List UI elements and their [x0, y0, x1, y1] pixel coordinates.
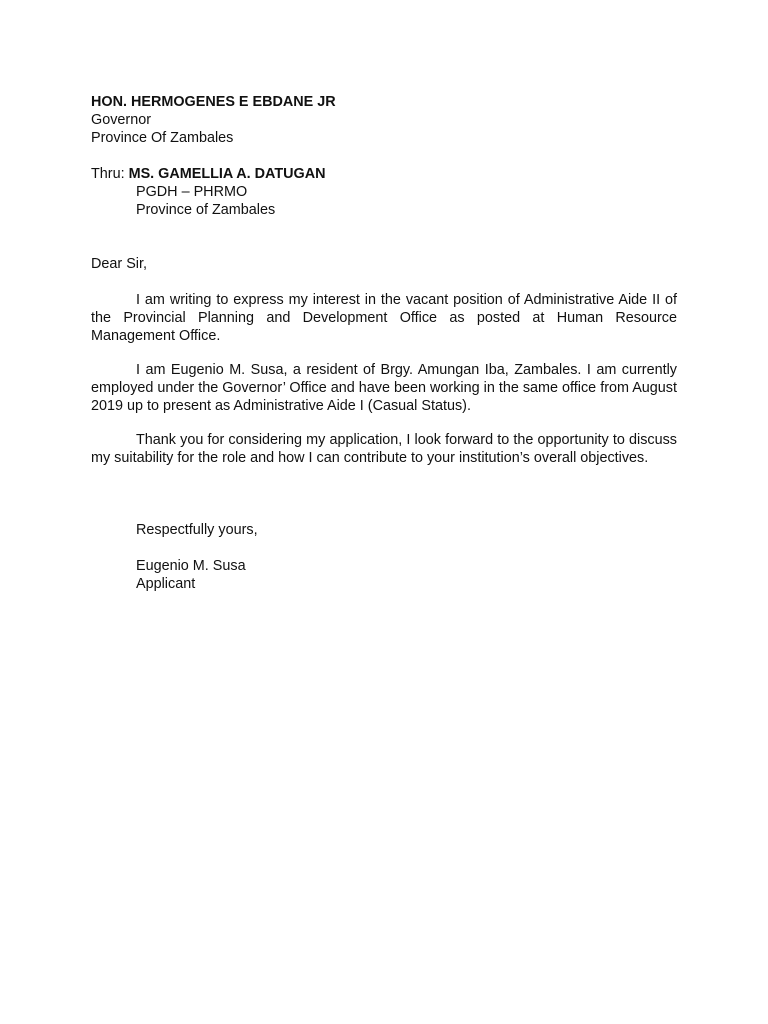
thru-office: Province of Zambales: [136, 202, 276, 218]
salutation: Dear Sir,: [91, 256, 147, 272]
thru-prefix: Thru:: [91, 166, 129, 182]
signatory-role: Applicant: [136, 576, 196, 592]
letter-body: [91, 93, 677, 593]
closing-block: [91, 521, 677, 593]
thru-title: PGDH – PHRMO: [136, 184, 248, 200]
thru-line: [91, 165, 677, 183]
letter-content: [91, 291, 677, 467]
paragraph-introduction: I am Eugenio M. Susa, a resident of Brgy. Amungan Iba, Zambales. I am currently employed under the Governor’ Office and have been working in the same office from August 2019 up to present as Administrative Aide I (Casual Status).: [91, 362, 677, 414]
recipient-office: Province Of Zambales: [91, 130, 234, 146]
closing: Respectfully yours,: [136, 522, 258, 538]
thru-block: [91, 165, 677, 219]
recipient-title: Governor: [91, 112, 151, 128]
paragraph-interest: I am writing to express my interest in the vacant position of Administrative Aide II of the Provincial Planning and Development Office as posted at Human Resource Management Office.: [91, 292, 677, 344]
signatory-name: Eugenio M. Susa: [136, 558, 246, 574]
thru-name: MS. GAMELLIA A. DATUGAN: [128, 166, 326, 182]
recipient-name: HON. HERMOGENES E EBDANE JR: [91, 94, 336, 110]
recipient-block: [91, 93, 677, 147]
paragraph-thanks: Thank you for considering my application, I look forward to the opportunity to discuss my suitability for the role and how I can contribute to your institution’s overall objectives.: [91, 432, 677, 466]
